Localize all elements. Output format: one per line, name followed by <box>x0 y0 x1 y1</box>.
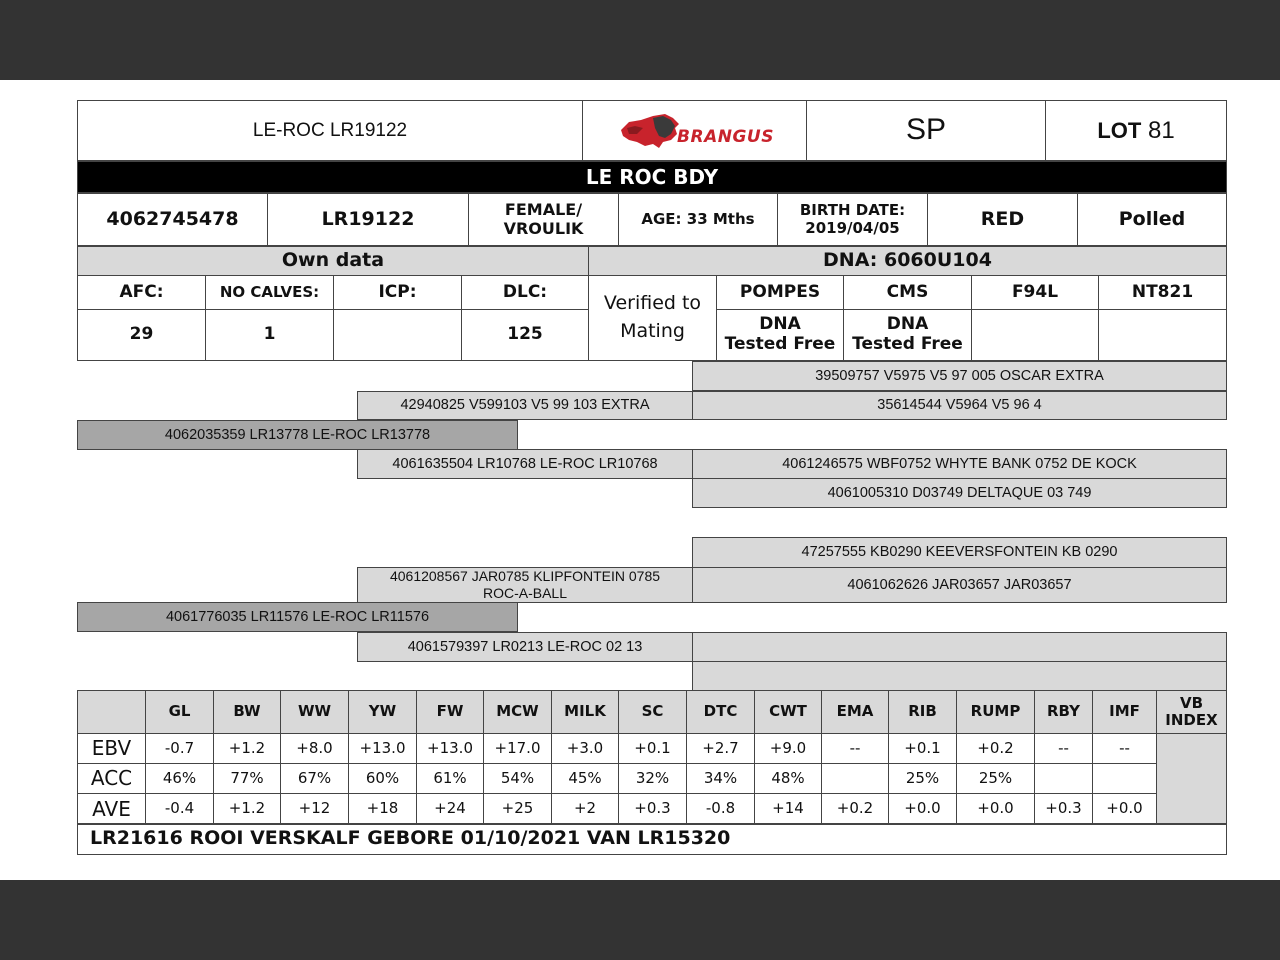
top-letterbox-bar <box>0 0 1280 80</box>
ebv-cell-ebv-mcw: +17.0 <box>483 733 552 764</box>
ebv-cell-acc-ww: 67% <box>280 763 349 794</box>
dna-result-cms <box>843 309 972 361</box>
ebv-col-header-yw: YW <box>348 690 417 734</box>
ebv-cell-ave-bw: +1.2 <box>213 793 281 825</box>
ebv-col-header-sc: SC <box>618 690 687 734</box>
ebv-cell-ave-fw: +24 <box>416 793 484 825</box>
lot-number: 81 <box>1147 116 1175 144</box>
ebv-cell-ave-rib: +0.0 <box>888 793 957 825</box>
ebv-cell-ebv-ww: +8.0 <box>280 733 349 764</box>
pedigree-sire: 4062035359 LR13778 LE-ROC LR13778 <box>77 420 518 450</box>
ebv-cell-ebv-dtc: +2.7 <box>686 733 755 764</box>
ebv-row-label-ebv: EBV <box>77 733 146 764</box>
no-calves-value: 1 <box>205 309 334 361</box>
dna-test-f94l: F94L <box>971 275 1099 310</box>
vb-index-header: VB INDEX <box>1156 690 1227 734</box>
ebv-col-header-fw: FW <box>416 690 484 734</box>
ebv-cell-acc-rump: 25% <box>956 763 1035 794</box>
ebv-row-label-ave: AVE <box>77 793 146 825</box>
ebv-col-header-rib: RIB <box>888 690 957 734</box>
birth-date-cell <box>777 193 928 246</box>
age-cell: AGE: 33 Mths <box>618 193 778 246</box>
ebv-header-corner <box>77 690 146 734</box>
lot-cell <box>1045 100 1227 161</box>
ebv-cell-ebv-rump: +0.2 <box>956 733 1035 764</box>
dlc-value: 125 <box>461 309 589 361</box>
dna-result-line-2: Tested Free <box>724 334 836 354</box>
pedigree-sire-sire: 42940825 V599103 V5 99 103 EXTRA <box>357 391 693 420</box>
sex-label-af: VROULIK <box>503 218 584 238</box>
ebv-cell-ave-ema: +0.2 <box>821 793 889 825</box>
dna-result-line-1: DNA <box>886 314 929 335</box>
ebv-cell-acc-gl: 46% <box>145 763 214 794</box>
ebv-cell-acc-imf <box>1092 763 1157 794</box>
bull-icon <box>615 108 685 154</box>
dna-test-pompes: POMPES <box>716 275 844 310</box>
pedigree-dam-sire-sire: 47257555 KB0290 KEEVERSFONTEIN KB 0290 <box>692 537 1227 568</box>
ebv-cell-ebv-sc: +0.1 <box>618 733 687 764</box>
ebv-cell-ebv-bw: +1.2 <box>213 733 281 764</box>
brangus-logo <box>582 100 807 161</box>
ebv-cell-ebv-rby: -- <box>1034 733 1093 764</box>
herd-id: LR19122 <box>267 193 469 246</box>
ebv-cell-ave-cwt: +14 <box>754 793 822 825</box>
dna-result-line-1: DNA <box>759 314 801 335</box>
dna-test-cms: CMS <box>843 275 972 310</box>
ebv-cell-ebv-cwt: +9.0 <box>754 733 822 764</box>
registration-number: 4062745478 <box>77 193 268 246</box>
ebv-cell-ebv-fw: +13.0 <box>416 733 484 764</box>
horn-status-cell: Polled <box>1077 193 1227 246</box>
ebv-cell-ave-dtc: -0.8 <box>686 793 755 825</box>
ebv-cell-acc-rib: 25% <box>888 763 957 794</box>
ebv-cell-acc-fw: 61% <box>416 763 484 794</box>
verified-to-mating <box>588 275 717 361</box>
vb-index-value <box>1156 733 1227 825</box>
ebv-col-header-ww: WW <box>280 690 349 734</box>
ebv-cell-ebv-gl: -0.7 <box>145 733 214 764</box>
footer-note: LR21616 ROOI VERSKALF GEBORE 01/10/2021 VAN LR15320 <box>77 823 1227 855</box>
ebv-cell-ave-imf: +0.0 <box>1092 793 1157 825</box>
dna-result-f94l <box>971 309 1099 361</box>
ebv-cell-ave-gl: -0.4 <box>145 793 214 825</box>
animal-name-title: LE ROC BDY <box>77 161 1227 193</box>
ebv-cell-acc-yw: 60% <box>348 763 417 794</box>
ebv-col-header-mcw: MCW <box>483 690 552 734</box>
pedigree-dam-dam: 4061579397 LR0213 LE-ROC 02 13 <box>357 632 693 662</box>
pedigree-sire-sire-dam: 35614544 V5964 V5 96 4 <box>692 391 1227 420</box>
pedigree-sire-dam: 4061635504 LR10768 LE-ROC LR10768 <box>357 449 693 479</box>
own-data-title: Own data <box>77 246 589 276</box>
verified-line-1: Verified to <box>603 292 702 315</box>
ebv-col-header-dtc: DTC <box>686 690 755 734</box>
afc-header: AFC: <box>77 275 206 310</box>
ebv-cell-ave-ww: +12 <box>280 793 349 825</box>
no-calves-header: NO CALVES: <box>205 275 334 310</box>
ebv-col-header-imf: IMF <box>1092 690 1157 734</box>
lot-label: LOT <box>1097 117 1142 143</box>
dna-result-nt821 <box>1098 309 1227 361</box>
colour-cell: RED <box>927 193 1078 246</box>
ebv-col-header-bw: BW <box>213 690 281 734</box>
pedigree-dam-sire: 4061208567 JAR0785 KLIPFONTEIN 0785 ROC-A-BALL <box>357 567 693 603</box>
logo-text: BRANGUS <box>677 126 774 147</box>
sex-cell <box>468 193 619 246</box>
ebv-col-header-cwt: CWT <box>754 690 822 734</box>
ebv-cell-acc-bw: 77% <box>213 763 281 794</box>
class-label: SP <box>806 100 1046 161</box>
dna-title: DNA: 6060U104 <box>588 246 1227 276</box>
birth-date-label: BIRTH DATE: <box>799 201 906 220</box>
ebv-cell-acc-mcw: 54% <box>483 763 552 794</box>
ebv-cell-acc-cwt: 48% <box>754 763 822 794</box>
pedigree-sire-dam-dam: 4061005310 D03749 DELTAQUE 03 749 <box>692 478 1227 508</box>
bottom-letterbox-bar <box>0 880 1280 960</box>
ebv-cell-ebv-rib: +0.1 <box>888 733 957 764</box>
dlc-header: DLC: <box>461 275 589 310</box>
birth-date-value: 2019/04/05 <box>805 218 900 237</box>
ebv-cell-ave-yw: +18 <box>348 793 417 825</box>
ebv-cell-ave-milk: +2 <box>551 793 619 825</box>
ebv-cell-acc-rby <box>1034 763 1093 794</box>
afc-value: 29 <box>77 309 206 361</box>
ebv-col-header-ema: EMA <box>821 690 889 734</box>
ebv-col-header-rump: RUMP <box>956 690 1035 734</box>
pedigree-dam-sire-dam: 4061062626 JAR03657 JAR03657 <box>692 567 1227 603</box>
pedigree-dam: 4061776035 LR11576 LE-ROC LR11576 <box>77 602 518 632</box>
ebv-cell-acc-sc: 32% <box>618 763 687 794</box>
ebv-col-header-rby: RBY <box>1034 690 1093 734</box>
animal-id-header: LE-ROC LR19122 <box>77 100 583 161</box>
ebv-cell-acc-dtc: 34% <box>686 763 755 794</box>
ebv-cell-acc-milk: 45% <box>551 763 619 794</box>
icp-header: ICP: <box>333 275 462 310</box>
pedigree-dam-dam-sire <box>692 632 1227 662</box>
sex-label-en: FEMALE/ <box>504 200 583 220</box>
verified-line-2: Mating <box>620 320 685 342</box>
ebv-cell-ebv-imf: -- <box>1092 733 1157 764</box>
ebv-row-label-acc: ACC <box>77 763 146 794</box>
ebv-cell-ave-mcw: +25 <box>483 793 552 825</box>
ebv-cell-ebv-ema: -- <box>821 733 889 764</box>
icp-value <box>333 309 462 361</box>
dna-result-line-2: Tested Free <box>852 334 963 354</box>
pedigree-dam-dam-dam <box>692 661 1227 691</box>
ebv-col-header-milk: MILK <box>551 690 619 734</box>
ebv-cell-ave-sc: +0.3 <box>618 793 687 825</box>
ebv-cell-acc-ema <box>821 763 889 794</box>
ebv-cell-ave-rby: +0.3 <box>1034 793 1093 825</box>
pedigree-sire-sire-sire: 39509757 V5975 V5 97 005 OSCAR EXTRA <box>692 361 1227 391</box>
pedigree-sire-dam-sire: 4061246575 WBF0752 WHYTE BANK 0752 DE KOCK <box>692 449 1227 479</box>
ebv-col-header-gl: GL <box>145 690 214 734</box>
dna-test-nt821: NT821 <box>1098 275 1227 310</box>
dna-result-pompes <box>716 309 844 361</box>
ebv-cell-ave-rump: +0.0 <box>956 793 1035 825</box>
ebv-cell-ebv-yw: +13.0 <box>348 733 417 764</box>
ebv-cell-ebv-milk: +3.0 <box>551 733 619 764</box>
